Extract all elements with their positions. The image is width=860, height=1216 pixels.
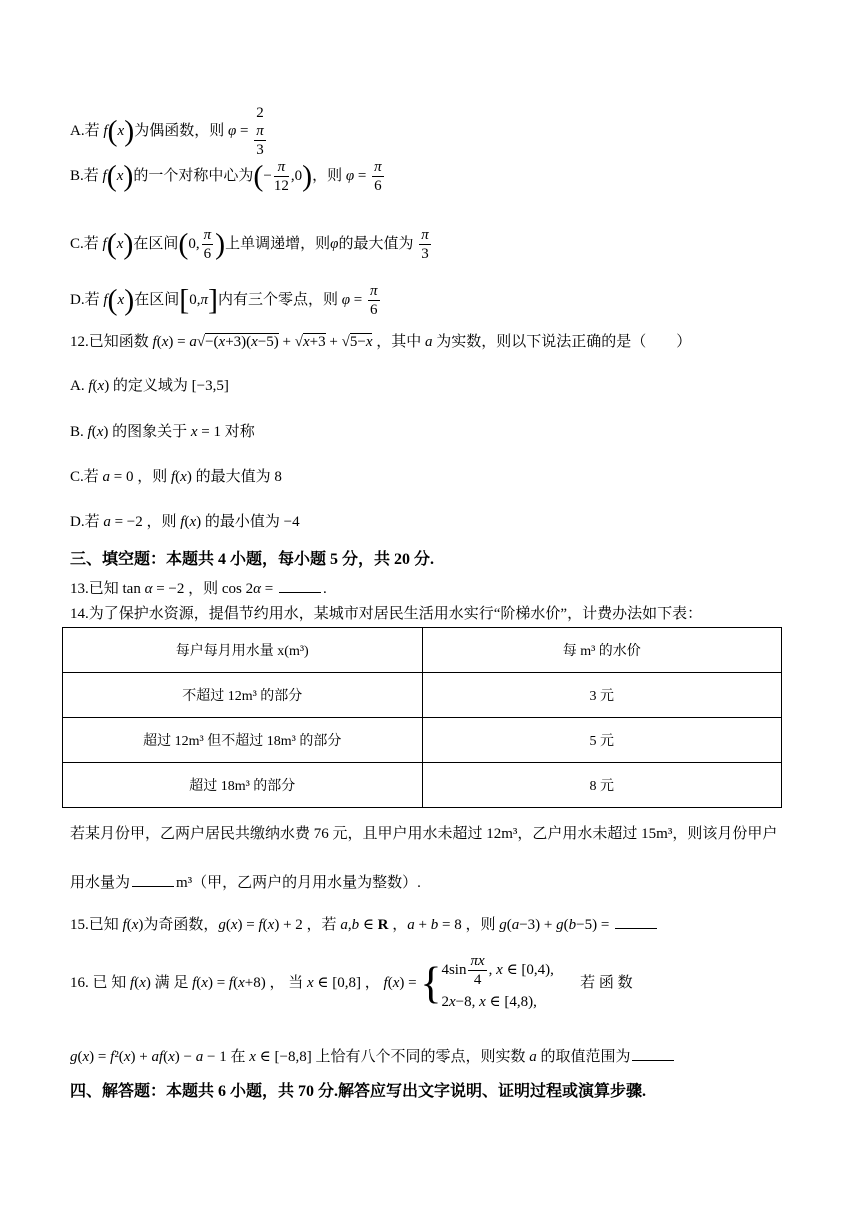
table-cell: 超过 12m³ 但不超过 18m³ 的部分 xyxy=(63,718,423,763)
q11-option-a: A.若 f(x)为偶函数，则 φ = 2 π 3 xyxy=(70,105,264,158)
water-price-table xyxy=(62,627,782,808)
table-header-cell: 每户每月用水量 x(m³) xyxy=(63,628,423,673)
q15: 15.已知 f(x)为奇函数，g(x) = f(x) + 2 ，若 a,b ∈ R ，a + b = 8 ，则 g(a−3) + g(b−5) = xyxy=(70,912,659,935)
q12-option-c: C.若 a = 0 ，则 f(x) 的最大值为 8 xyxy=(70,469,282,485)
q12-option-b: B. f(x) 的图象关于 x = 1 对称 xyxy=(70,424,255,440)
q13: 13.已知 tan α = −2 ，则 cos 2α = . xyxy=(70,576,327,599)
q14-line-1: 若某月份甲，乙两户居民共缴纳水费 76 元，且甲户用水未超过 12m³，乙户用水未超过 15m³，则该月份甲户 xyxy=(70,826,778,842)
q12-option-d: D.若 a = −2 ，则 f(x) 的最小值为 −4 xyxy=(70,514,300,530)
q12-stem: 12.已知函数 f(x) = a√−(x+3)(x−5) + √x+3 + √5−x ，其中 a 为实数，则以下说法正确的是（ ） xyxy=(70,334,692,350)
q11-option-b: B.若 f(x)的一个对称中心为(− $\frac{\pi}{12}$ ,0)，则 φ = $\frac{\pi}{6}$ xyxy=(70,159,382,194)
fraction: $\frac{\pi}{6}$ xyxy=(374,159,382,194)
table-cell: 8 元 xyxy=(422,763,782,808)
table-header-row xyxy=(63,628,782,673)
table-row xyxy=(63,763,782,808)
table-cell: 超过 18m³ 的部分 xyxy=(63,763,423,808)
answer-blank[interactable] xyxy=(279,576,321,593)
answer-blank[interactable] xyxy=(615,912,657,929)
table-header-cell: 每 m³ 的水价 xyxy=(422,628,782,673)
table-row xyxy=(63,718,782,763)
q16-line-2: g(x) = f²(x) + af(x) − a − 1 在 x ∈ [−8,8] 上恰有八个不同的零点，则实数 a 的取值范围为 xyxy=(70,1044,676,1067)
q16-line-1: 16. 已 知 f(x) 满 足 f(x) = f(x+8) ， 当 x ∈ [0,8] ， f(x) = { 4sin $\frac{\pi x}{4}$ , x ∈ [0,4), 2x−8, x ∈ [4,8), 若 函 数 xyxy=(70,952,633,1012)
fraction: $\frac{\pi}{6}$ xyxy=(370,283,378,318)
table-cell: 3 元 xyxy=(422,673,782,718)
table-row xyxy=(63,673,782,718)
q11-option-c: C.若 f(x)在区间(0, $\frac{\pi}{6}$ )上单调递增，则φ的最大值为 $\frac{\pi}{3}$ xyxy=(70,227,429,262)
q11-option-d: D.若 f(x)在区间[0,π]内有三个零点，则 φ = $\frac{\pi}{6}$ xyxy=(70,283,378,318)
piecewise-cases: 4sin $\frac{\pi x}{4}$ , x ∈ [0,4), 2x−8, x ∈ [4,8), xyxy=(441,953,554,1010)
section-3-heading: 三、填空题：本题共 4 小题，每小题 5 分，共 20 分. xyxy=(70,551,435,568)
q14-stem: 14.为了保护水资源，提倡节约用水，某城市对居民生活用水实行“阶梯水价”，计费办法如下表： xyxy=(70,606,703,622)
fraction: 2 π 3 xyxy=(256,105,264,158)
q12-option-a: A. f(x) 的定义域为 [−3,5] xyxy=(70,378,229,394)
table-cell: 不超过 12m³ 的部分 xyxy=(63,673,423,718)
q14-line-2: 用水量为 m³（甲，乙两户的月用水量为整数）. xyxy=(70,870,421,893)
answer-blank[interactable] xyxy=(132,870,174,887)
answer-blank[interactable] xyxy=(632,1044,674,1061)
section-4-heading: 四、解答题：本题共 6 小题，共 70 分.解答应写出文字说明、证明过程或演算步骤. xyxy=(70,1083,647,1100)
fraction: $\frac{\pi}{3}$ xyxy=(421,227,429,262)
table-cell: 5 元 xyxy=(422,718,782,763)
fraction: $\frac{\pi}{6}$ xyxy=(203,227,212,262)
fraction: $\frac{\pi}{12}$ xyxy=(273,159,289,194)
